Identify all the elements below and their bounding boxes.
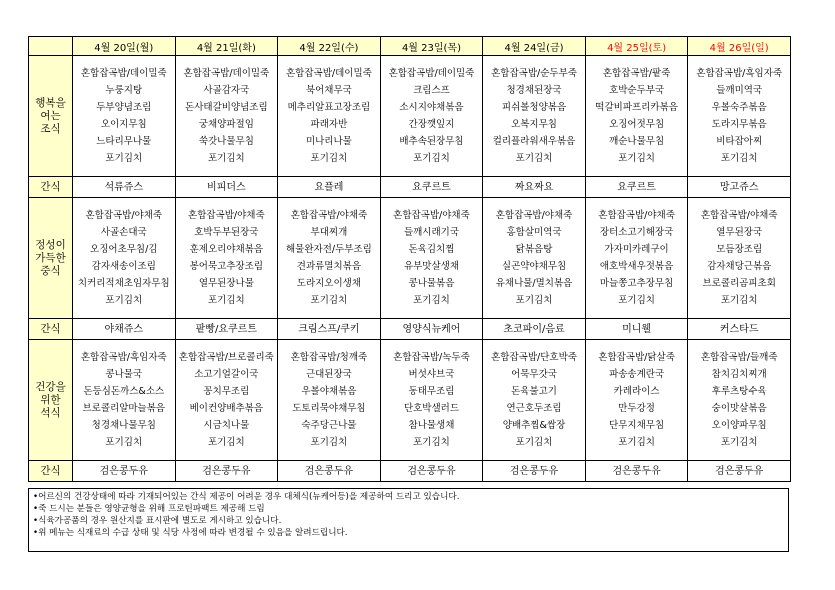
snack-cell: 커스타드 — [688, 319, 791, 340]
menu-item: 포기김치 — [105, 295, 143, 306]
meal-cell — [278, 340, 381, 461]
menu-item: 감자채당근볶음 — [707, 261, 772, 272]
menu-item: 혼합잡곡밥/청깨죽 — [290, 352, 368, 363]
menu-item: 포기김치 — [105, 437, 143, 448]
menu-item: 버섯샤브국 — [408, 369, 455, 380]
menu-item: 혼합잡곡밥/야채죽 — [700, 210, 778, 221]
snack-cell: 야채쥬스 — [73, 319, 176, 340]
menu-item: 단호박샐러드 — [403, 403, 459, 414]
menu-item: 양배추찜&쌈장 — [502, 420, 566, 431]
menu-item: 열무된장국 — [716, 227, 763, 238]
row-label-line: 조식 — [40, 122, 61, 135]
meal-cell — [483, 340, 586, 461]
row-label — [29, 319, 73, 340]
menu-item: 포기김치 — [310, 437, 348, 448]
snack-row — [29, 461, 791, 482]
weekly-menu-table — [28, 36, 791, 482]
menu-item: 유채나물/멸치볶음 — [495, 278, 573, 289]
menu-item: 도라지오이생채 — [296, 278, 362, 289]
meal-cell — [688, 340, 791, 461]
snack-row — [29, 319, 791, 340]
menu-item: 혼합잡곡밥/녹두죽 — [393, 352, 470, 363]
row-label-line: 건강을 — [35, 380, 66, 393]
menu-item: 우볼숙주볶음 — [711, 102, 767, 113]
menu-item: 혼합잡곡밥/데이밀죽 — [286, 68, 372, 79]
note-line: •식육가공품의 경우 원산지를 표시판에 별도로 게시하고 있습니다. — [33, 516, 282, 526]
menu-item: 청경채된장국 — [506, 85, 562, 96]
menu-item: 열무된장나물 — [198, 278, 254, 289]
menu-item: 들깨시래기국 — [403, 227, 459, 238]
menu-item: 우볼야채볶음 — [301, 386, 357, 397]
row-label — [29, 56, 73, 177]
menu-item: 깨순나물무침 — [609, 136, 665, 147]
row-label-line: 간식 — [40, 464, 61, 477]
menu-item: 가자미카레구이 — [604, 244, 669, 255]
meal-cell — [380, 198, 483, 319]
menu-item: 크림스프 — [413, 85, 450, 96]
menu-item: 베이컨양배추볶음 — [189, 403, 264, 414]
snack-cell: 석류쥬스 — [73, 177, 176, 198]
row-label-line: 정성이 — [35, 238, 66, 251]
menu-item: 소고기얼갈이국 — [194, 369, 259, 380]
menu-item: 포기김치 — [720, 437, 758, 448]
menu-item: 혼합잡곡밥/야채죽 — [290, 210, 368, 221]
row-label — [29, 198, 73, 319]
row-label — [29, 340, 73, 461]
row-label-line: 간식 — [40, 322, 61, 335]
menu-item: 배추속된장무침 — [399, 136, 464, 147]
menu-item: 포기김치 — [515, 295, 553, 306]
menu-item: 혼합잡곡밥/흑임자죽 — [696, 68, 783, 79]
meal-cell — [278, 56, 381, 177]
snack-cell: 검은콩두유 — [688, 461, 791, 482]
menu-item: 오복지무침 — [511, 119, 557, 130]
menu-item: 느타리무나물 — [96, 136, 152, 147]
menu-item: 꽁치무조림 — [203, 386, 250, 397]
menu-item: 참치김치찌개 — [711, 369, 767, 380]
menu-item: 포기김치 — [207, 153, 245, 164]
menu-item: 호박순두부국 — [609, 85, 665, 96]
snack-cell: 검은콩두유 — [175, 461, 278, 482]
menu-item: 참나물생채 — [408, 420, 455, 431]
meal-cell — [585, 198, 688, 319]
menu-item: 포기김치 — [618, 153, 655, 164]
menu-item: 마늘쫑고추장무침 — [599, 278, 674, 289]
meal-cell — [73, 340, 176, 461]
menu-item: 혼합잡곡밥/데이밀죽 — [388, 68, 475, 79]
menu-item: 혼합잡곡밥/야채죽 — [598, 210, 675, 221]
menu-item: 봉어묵고추장조림 — [189, 261, 264, 272]
menu-item: 혼합잡곡밥/데이밀죽 — [80, 68, 167, 79]
menu-item: 포기김치 — [618, 295, 655, 306]
menu-item: 포기김치 — [720, 153, 758, 164]
menu-item: 혼합잡곡밥/데이밀죽 — [183, 68, 270, 79]
meal-cell — [688, 56, 791, 177]
snack-cell: 요쿠르트 — [585, 177, 688, 198]
menu-item: 감자새송이조림 — [91, 261, 156, 272]
meal-cell — [483, 198, 586, 319]
menu-item: 견과류멸치볶음 — [296, 261, 362, 272]
menu-item: 혼합잡곡밥/흑임자죽 — [80, 352, 167, 363]
meal-row — [29, 198, 791, 319]
menu-item: 혼합잡곡밥/야채죽 — [393, 210, 470, 221]
menu-item: 파래자반 — [310, 119, 348, 130]
row-label-line: 중식 — [40, 264, 61, 277]
menu-item: 포기김치 — [413, 153, 450, 164]
menu-item: 두부양념조림 — [96, 102, 152, 113]
note-line: •죽 드시는 분들은 영양균형을 위해 프로틴파팩트 제공해 드림 — [33, 504, 265, 514]
menu-item: 도토리묵야채무침 — [292, 403, 366, 414]
menu-item: 청경채나물무침 — [91, 420, 156, 431]
snack-cell: 영양식뉴케어 — [380, 319, 483, 340]
menu-item: 브로콜리곰피초회 — [702, 278, 776, 289]
menu-item: 호박두부된장국 — [194, 227, 259, 238]
snack-cell: 크림스프/쿠키 — [278, 319, 381, 340]
menu-item: 유부맛살생채 — [403, 261, 459, 272]
menu-item: 사골감자국 — [203, 85, 250, 96]
row-label — [29, 177, 73, 198]
snack-cell: 초코파이/음료 — [483, 319, 586, 340]
snack-cell: 요플레 — [278, 177, 381, 198]
menu-item: 혼합잡곡밥/팥죽 — [602, 68, 671, 79]
menu-item: 동태무조림 — [408, 386, 455, 397]
menu-item: 브로콜리알마늘볶음 — [82, 403, 166, 414]
meal-cell — [73, 198, 176, 319]
menu-item: 들깨미역국 — [716, 85, 763, 96]
meal-cell — [175, 198, 278, 319]
menu-item: 혼합잡곡밥/야채죽 — [188, 210, 265, 221]
menu-item: 후루츠탕수육 — [711, 386, 767, 397]
menu-item: 혼합잡곡밥/단호박죽 — [491, 352, 577, 363]
menu-item: 카레라이스 — [613, 386, 660, 397]
meal-cell — [585, 56, 688, 177]
meal-cell — [483, 56, 586, 177]
menu-item: 메추리알표고장조림 — [287, 102, 371, 113]
menu-item: 장터소고기해장국 — [599, 227, 674, 238]
row-label-line: 석식 — [40, 406, 61, 419]
menu-item: 연근호두조림 — [506, 403, 562, 414]
menu-item: 혼합잡곡밥/야채죽 — [85, 210, 163, 221]
snack-cell: 검은콩두유 — [585, 461, 688, 482]
menu-item: 포기김치 — [515, 437, 553, 448]
menu-item: 포기김치 — [720, 295, 758, 306]
menu-body — [29, 56, 791, 482]
menu-item: 포기김치 — [105, 153, 143, 164]
menu-item: 미나리나물 — [305, 136, 352, 147]
row-label-line: 간식 — [40, 180, 61, 193]
menu-item: 돈육김치찜 — [408, 244, 455, 255]
meal-cell — [278, 198, 381, 319]
day-header-weekend: 4월 26일(일) — [688, 37, 791, 56]
menu-item: 어묵무갓국 — [511, 369, 557, 380]
menu-item: 도라지무볶음 — [711, 119, 767, 130]
menu-item: 콩나물국 — [105, 369, 143, 380]
menu-item: 훈제오리야채볶음 — [189, 244, 264, 255]
meal-cell — [380, 340, 483, 461]
day-header: 4월 20일(월) — [73, 37, 176, 56]
snack-cell: 검은콩두유 — [380, 461, 483, 482]
row-label-line: 행복을 — [35, 96, 66, 109]
menu-item: 만두강정 — [618, 403, 655, 414]
snack-row — [29, 177, 791, 198]
menu-item: 혼합잡곡밥/순두부죽 — [491, 68, 577, 79]
row-label-line: 여는 — [40, 109, 61, 122]
menu-item: 숙주당근나물 — [301, 420, 357, 431]
menu-item: 포기김치 — [310, 153, 348, 164]
menu-item: 피쉬볼청양볶음 — [501, 102, 567, 113]
menu-item: 단무지채무침 — [609, 420, 665, 431]
header-row — [29, 37, 791, 56]
meal-cell — [175, 340, 278, 461]
menu-item: 오이양파무침 — [711, 420, 767, 431]
menu-item: 포기김치 — [515, 153, 553, 164]
menu-item: 오징어초무침/김 — [90, 244, 158, 255]
snack-cell: 요쿠르트 — [380, 177, 483, 198]
menu-item: 포기김치 — [618, 437, 655, 448]
menu-item: 시금치나물 — [203, 420, 250, 431]
meal-row — [29, 56, 791, 177]
day-header: 4월 22일(수) — [278, 37, 381, 56]
row-label-line: 가득한 — [35, 251, 66, 264]
menu-item: 해물완자전/두부조림 — [286, 244, 372, 255]
menu-item: 소시지야채볶음 — [399, 102, 464, 113]
menu-item: 간장깻잎지 — [408, 119, 455, 130]
menu-item: 비타잡아찌 — [716, 136, 763, 147]
snack-cell: 검은콩두유 — [73, 461, 176, 482]
menu-item: 숭이맛살볶음 — [711, 403, 767, 414]
menu-item: 닭볶음탕 — [515, 244, 553, 255]
menu-item: 사골손대국 — [100, 227, 147, 238]
menu-item: 부대찌개 — [310, 227, 348, 238]
menu-item: 돈사태갈비양념조림 — [185, 102, 268, 113]
day-header: 4월 21일(화) — [175, 37, 278, 56]
menu-item: 포기김치 — [413, 295, 450, 306]
menu-item: 궁채양파절임 — [198, 119, 254, 130]
meal-cell — [175, 56, 278, 177]
menu-item: 북어채무국 — [305, 85, 352, 96]
day-header-weekend: 4월 25일(토) — [585, 37, 688, 56]
menu-item: 돈육불고기 — [511, 386, 557, 397]
menu-item: 콩나물볶음 — [408, 278, 455, 289]
menu-item: 근대된장국 — [305, 369, 352, 380]
menu-item: 혼합잡곡밥/들깨죽 — [700, 352, 778, 363]
snack-cell: 비피더스 — [175, 177, 278, 198]
menu-item: 쑥갓나물무침 — [198, 136, 254, 147]
meal-cell — [73, 56, 176, 177]
menu-item: 치커리적채초임자무침 — [77, 278, 170, 289]
snack-cell: 망고쥬스 — [688, 177, 791, 198]
note-line: •위 메뉴는 식재료의 수급 상태 및 식당 사정에 따라 변경될 수 있음을 알려드립니다. — [33, 528, 348, 538]
row-label — [29, 461, 73, 482]
menu-item: 떡갈비파프리카볶음 — [595, 102, 678, 113]
menu-item: 홍합살미역국 — [506, 227, 562, 238]
menu-item: 애호박새우젓볶음 — [599, 261, 674, 272]
menu-item: 혼합잡곡밥/닭살죽 — [598, 352, 675, 363]
meal-cell — [585, 340, 688, 461]
meal-cell — [380, 56, 483, 177]
menu-item: 포기김치 — [207, 437, 245, 448]
snack-cell: 팥빵/요쿠르트 — [175, 319, 278, 340]
menu-item: 혼합잡곡밥/야채죽 — [495, 210, 573, 221]
menu-item: 파송송계란국 — [609, 369, 665, 380]
menu-item: 포기김치 — [310, 295, 348, 306]
menu-item: 포기김치 — [413, 437, 450, 448]
menu-item: 모듬장조림 — [716, 244, 763, 255]
snack-cell: 검은콩두유 — [483, 461, 586, 482]
snack-cell: 미니웰 — [585, 319, 688, 340]
meal-row — [29, 340, 791, 461]
menu-item: 누룽지탕 — [105, 85, 143, 96]
snack-cell: 짜요짜요 — [483, 177, 586, 198]
menu-item: 오징어젓무침 — [609, 119, 665, 130]
row-label-line: 위한 — [40, 393, 61, 406]
corner-cell — [29, 37, 73, 56]
menu-item: 실곤약야채무침 — [501, 261, 567, 272]
menu-item: 컬리플라워새우볶음 — [492, 136, 576, 147]
snack-cell: 검은콩두유 — [278, 461, 381, 482]
day-header: 4월 23일(목) — [380, 37, 483, 56]
menu-item: 포기김치 — [207, 295, 245, 306]
day-header: 4월 24일(금) — [483, 37, 586, 56]
notes-box — [28, 488, 789, 552]
menu-item: 혼합잡곡밥/브로콜리죽 — [178, 352, 274, 363]
meal-cell — [688, 198, 791, 319]
menu-item: 돈등심돈까스&소스 — [83, 386, 165, 397]
menu-item: 오이지무침 — [100, 119, 147, 130]
note-line: •어르신의 건강상태에 따라 기재되어있는 간식 제공이 어려운 경우 대체식(뉴케어등)을 제공하여 드리고 있습니다. — [33, 492, 460, 502]
